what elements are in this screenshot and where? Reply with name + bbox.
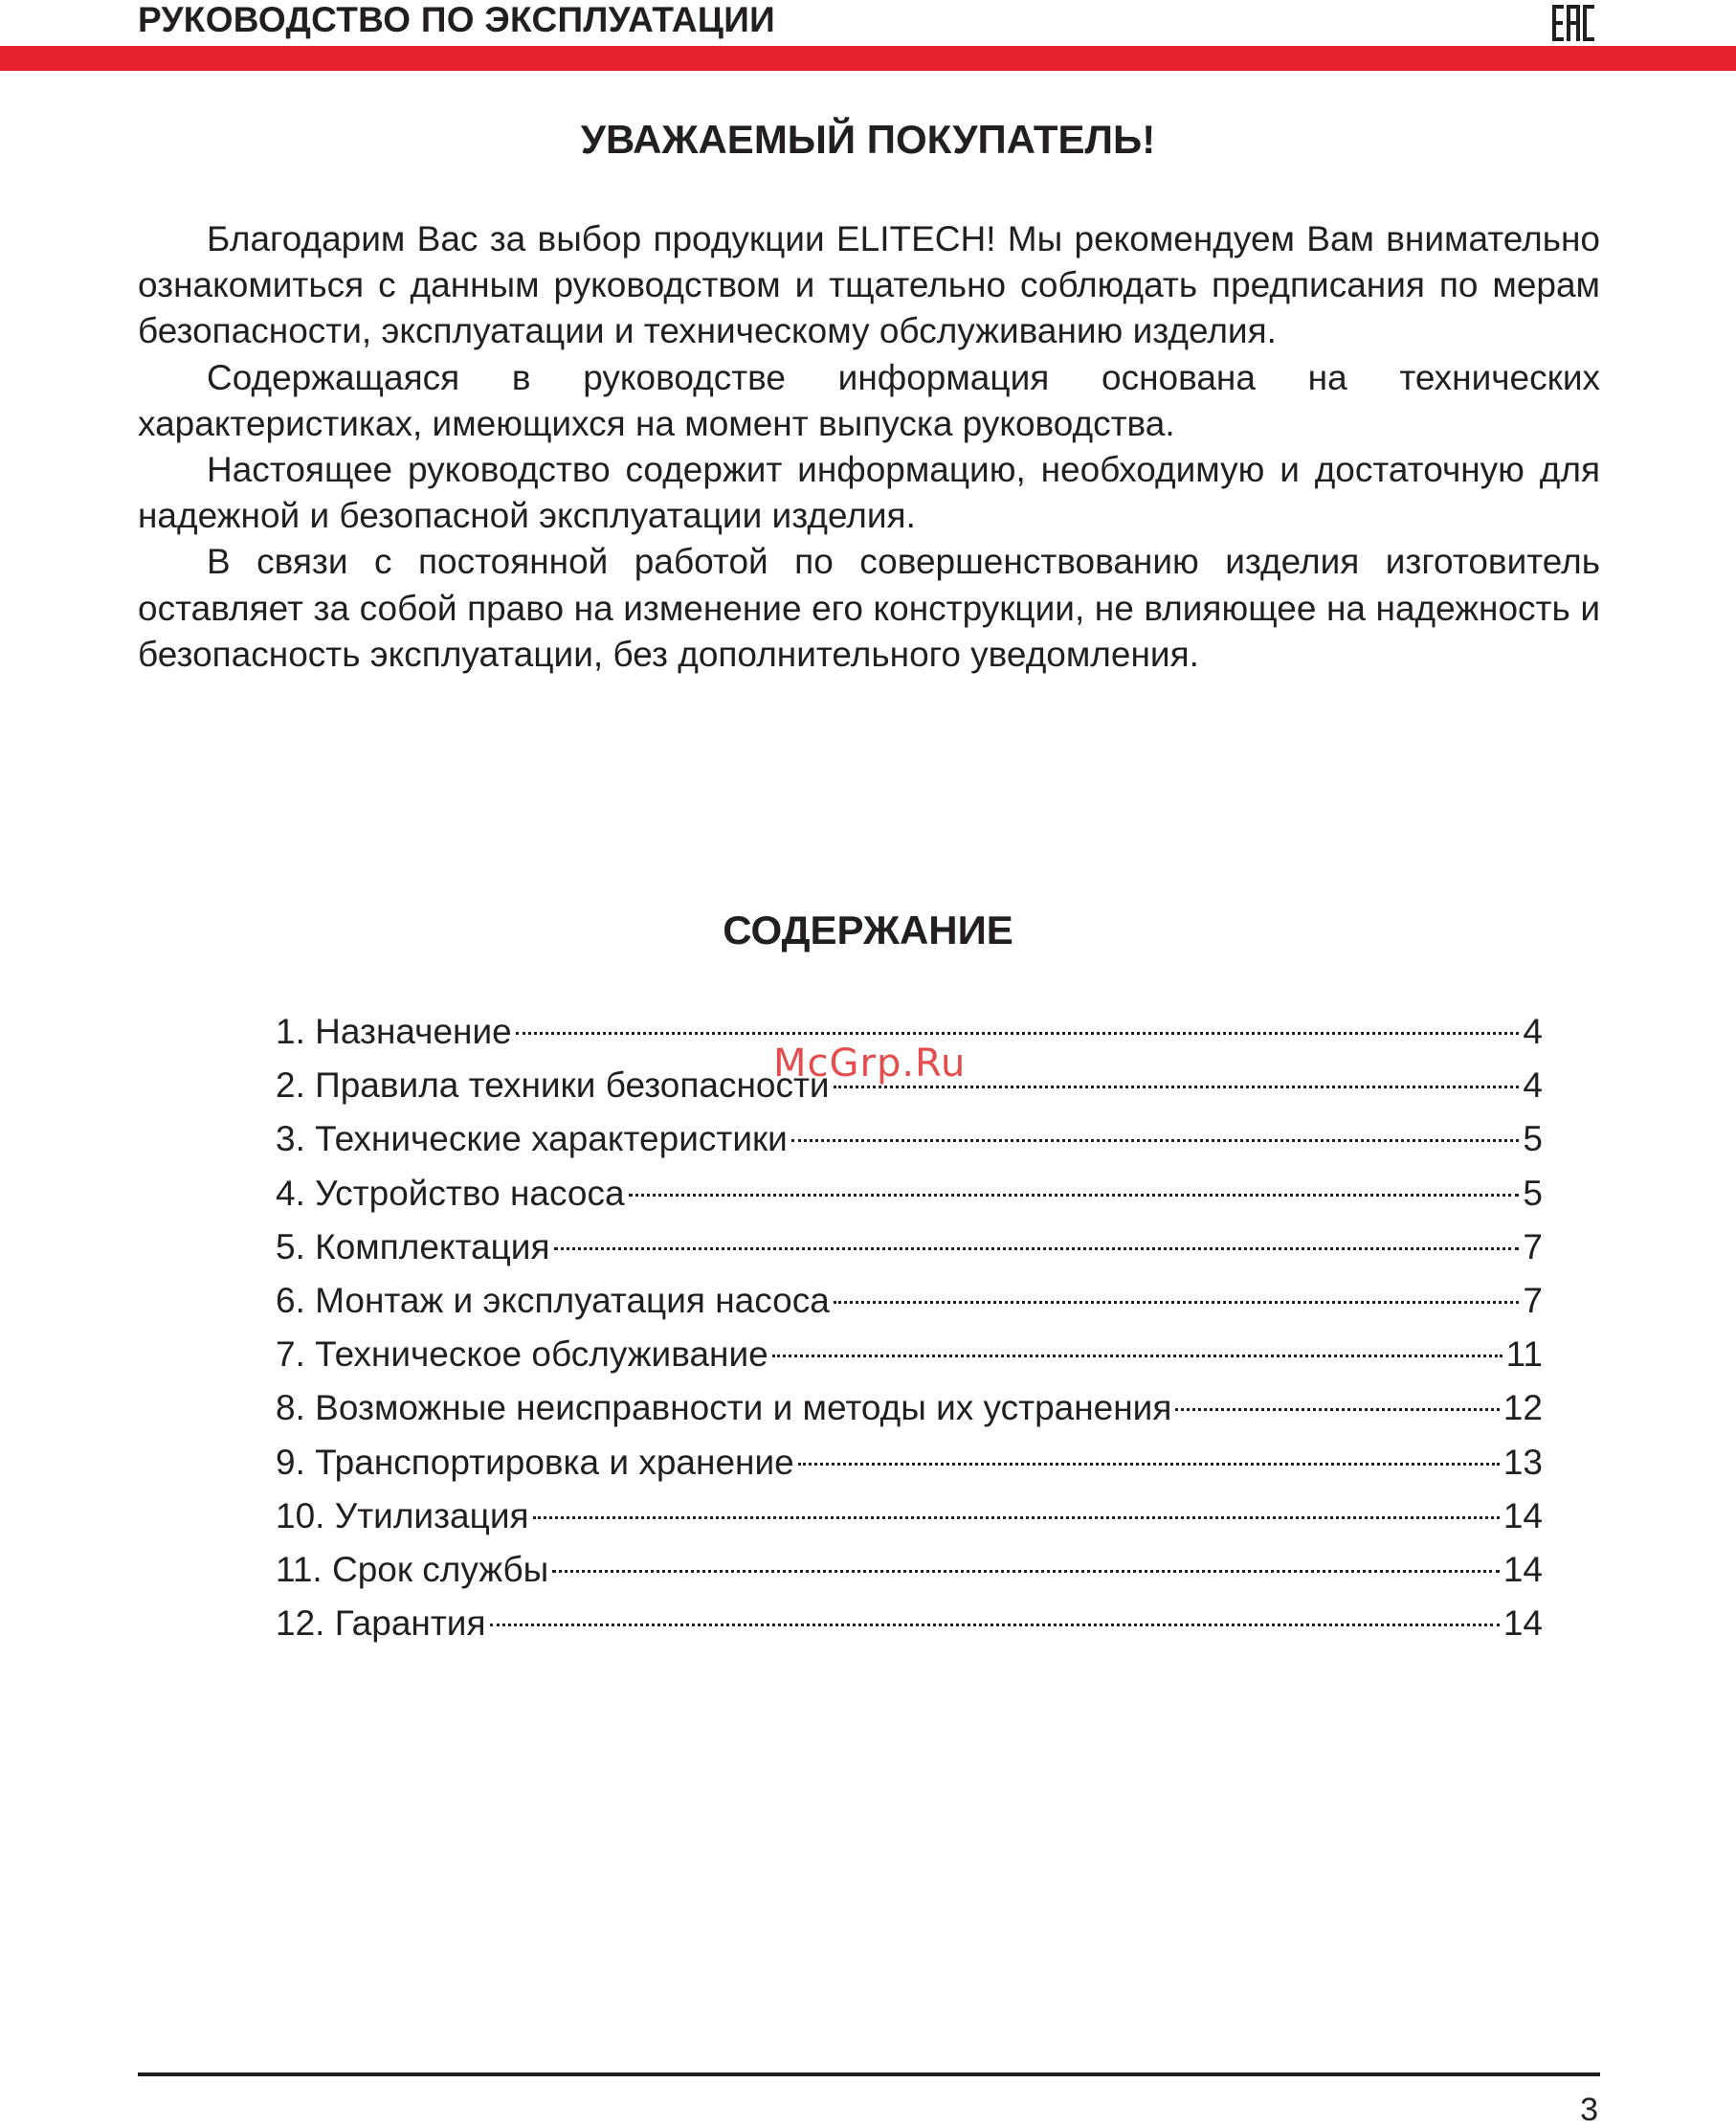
toc-entry-label: 11. Срок службы (276, 1549, 549, 1589)
toc-entry-page: 5 (1523, 1173, 1543, 1213)
toc-dot-leader (834, 1086, 1520, 1088)
toc-dot-leader (791, 1139, 1520, 1142)
toc-entry[interactable] (276, 1221, 1543, 1274)
toc-entry-label: 9. Транспортировка и хранение (276, 1442, 794, 1482)
toc-entry-label: 10. Утилизация (276, 1495, 529, 1535)
toc-entry-page: 13 (1502, 1442, 1543, 1482)
toc-dot-leader (490, 1624, 1500, 1626)
eac-certification-mark (1551, 4, 1595, 42)
toc-entry-page: 11 (1505, 1334, 1543, 1375)
intro-paragraph: Содержащаяся в руководстве информация основана на технических характеристиках, имеющихся на момент выпуска руководства. (138, 357, 1600, 443)
toc-entry[interactable] (276, 1490, 1543, 1543)
toc-dot-leader (629, 1194, 1520, 1197)
toc-entry-page: 12 (1502, 1388, 1543, 1428)
document-header-title: РУКОВОДСТВО ПО ЭКСПЛУАТАЦИИ (138, 0, 776, 39)
toc-entry-page: 4 (1523, 1012, 1543, 1051)
toc-entry-page: 14 (1502, 1495, 1543, 1535)
toc-heading: СОДЕРЖАНИЕ (723, 907, 1013, 952)
toc-dot-leader (1175, 1408, 1499, 1411)
footer-divider (138, 2072, 1600, 2076)
toc-entry[interactable] (276, 1274, 1543, 1328)
toc-entry-page: 7 (1523, 1280, 1543, 1320)
toc-entry[interactable] (276, 1381, 1543, 1435)
toc-entry-page: 4 (1523, 1065, 1543, 1106)
toc-entry[interactable] (276, 1167, 1543, 1221)
intro-paragraph: В связи с постоянной работой по совершенствованию изделия изготовитель оставляет за собой право на изменение его конструкции, не влияющее на надежность и безопасность эксплуатации, без дополнительного уведомления. (138, 542, 1600, 674)
intro-text (138, 216, 1600, 678)
toc-entry[interactable] (276, 1543, 1543, 1597)
table-of-contents (276, 1005, 1543, 1650)
toc-dot-leader (552, 1570, 1500, 1573)
intro-paragraph: Благодарим Вас за выбор продукции ELITECH! Мы рекомендуем Вам внимательно ознакомиться с данным руководством и тщательно соблюдать предписания по мерам безопасности, эксплуатации и техническому обслуживанию изделия. (138, 219, 1600, 351)
toc-entry-label: 5. Комплектация (276, 1226, 550, 1266)
toc-entry-page: 5 (1523, 1119, 1543, 1159)
toc-entry-label: 3. Технические характеристики (276, 1119, 788, 1159)
toc-dot-leader (533, 1516, 1500, 1519)
toc-entry[interactable] (276, 1328, 1543, 1381)
header-accent-bar (0, 46, 1736, 71)
toc-entry-label: 7. Техническое обслуживание (276, 1334, 768, 1375)
toc-entry-page: 14 (1502, 1549, 1543, 1589)
toc-entry[interactable] (276, 1112, 1543, 1166)
toc-dot-leader (772, 1355, 1502, 1357)
toc-dot-leader (798, 1463, 1500, 1466)
toc-entry-page: 7 (1523, 1226, 1543, 1266)
toc-entry-label: 6. Монтаж и эксплуатация насоса (276, 1280, 830, 1320)
toc-dot-leader (554, 1247, 1520, 1250)
toc-dot-leader (516, 1032, 1520, 1035)
toc-entry-label: 4. Устройство насоса (276, 1173, 625, 1213)
toc-entry-label: 1. Назначение (276, 1012, 512, 1051)
toc-entry-label: 12. Гарантия (276, 1603, 486, 1644)
toc-entry-label: 8. Возможные неисправности и методы их устранения (276, 1388, 1172, 1428)
toc-entry-label: 2. Правила техники безопасности (276, 1065, 830, 1106)
page-number: 3 (1580, 2092, 1598, 2128)
toc-entry-page: 14 (1502, 1603, 1543, 1644)
toc-entry[interactable] (276, 1597, 1543, 1650)
toc-entry[interactable] (276, 1436, 1543, 1490)
greeting-heading: УВАЖАЕМЫЙ ПОКУПАТЕЛЬ! (580, 117, 1156, 162)
site-watermark: McGrp.Ru (773, 1042, 967, 1086)
intro-paragraph: Настоящее руководство содержит информацию, необходимую и достаточную для надежной и безопасной эксплуатации изделия. (138, 450, 1600, 536)
toc-dot-leader (834, 1301, 1520, 1304)
